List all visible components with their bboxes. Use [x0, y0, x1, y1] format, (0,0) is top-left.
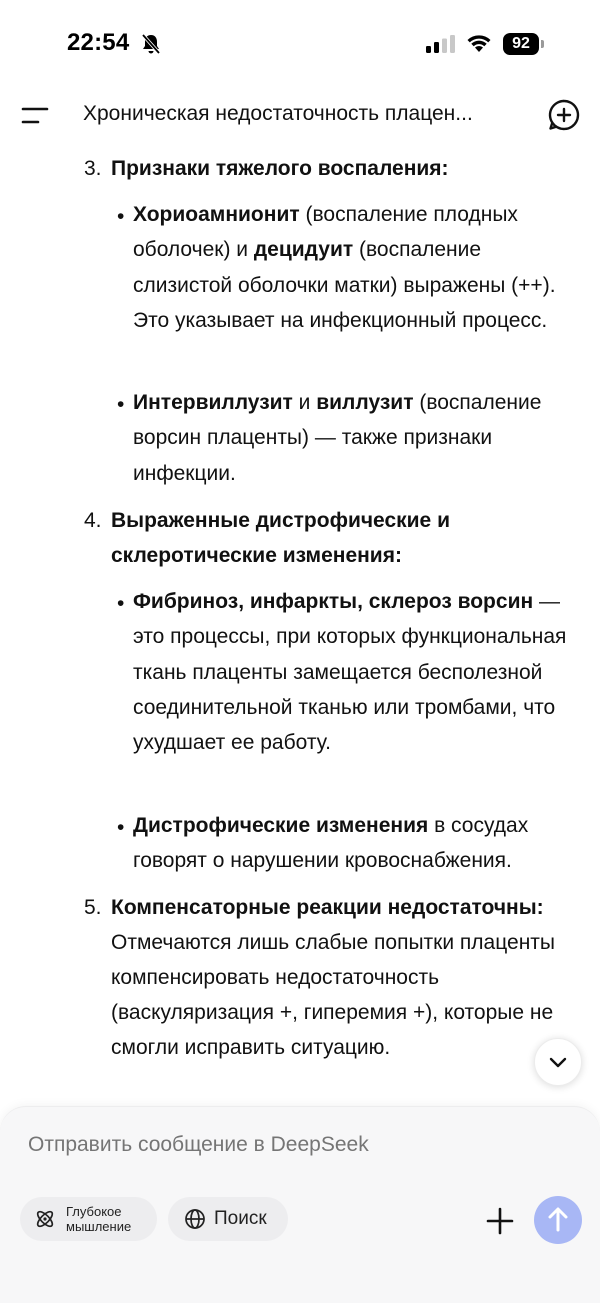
item-text: (воспаление слизистой оболочки матки) выражены (++). Это указывает на инфекционный процесс. [133, 238, 556, 332]
deep-think-label-line2: мышление [66, 1219, 132, 1234]
battery-cap [541, 40, 544, 48]
chat-header [0, 90, 600, 142]
globe-icon [184, 1208, 206, 1230]
arrow-up-icon [534, 1196, 582, 1244]
message-composer [0, 1106, 600, 1303]
search-button[interactable] [168, 1197, 288, 1241]
bullet-marker: • [117, 816, 125, 839]
message-content [0, 142, 600, 1102]
list-item [133, 584, 583, 760]
deep-think-button[interactable] [20, 1197, 157, 1241]
section-title: Компенсаторные реакции недостаточны: [111, 896, 544, 919]
item-text: — это процессы, при которых функциональная ткань плаценты замещается бесполезной соединительной тканью или тромбами, что ухудшает ее работу. [133, 590, 567, 755]
cellular-signal-icon [425, 35, 455, 53]
deep-think-label [66, 1204, 131, 1234]
item-text: (воспаление плодных оболочек) и [133, 203, 518, 262]
list-item [133, 385, 583, 491]
menu-icon[interactable] [18, 100, 52, 130]
silent-bell-icon [141, 33, 161, 55]
atom-icon [34, 1208, 56, 1230]
section-title: Выраженные дистрофические и склеротические изменения: [111, 509, 450, 567]
term: Интервиллузит [133, 391, 293, 414]
bullet-marker: • [117, 205, 125, 228]
term: Дистрофические изменения [133, 814, 429, 837]
battery-indicator [503, 33, 545, 55]
term: виллузит [316, 391, 414, 414]
send-button[interactable] [534, 1196, 582, 1244]
chevron-down-icon [534, 1038, 582, 1086]
bullet-marker: • [117, 393, 125, 416]
bullet-marker: • [117, 592, 125, 615]
deep-think-label-line1: Глубокое [66, 1204, 122, 1219]
status-bar [0, 0, 600, 90]
search-label: Поиск [214, 1208, 267, 1229]
wifi-icon [466, 33, 492, 53]
list-number: 4. [84, 509, 102, 532]
message-input[interactable] [28, 1133, 568, 1157]
list-number: 5. [84, 896, 102, 919]
section-text: Отмечаются лишь слабые попытки плаценты компенсировать недостаточность (васкуляризация +, гиперемия +), которые не смогли исправить ситуацию. [111, 931, 556, 1059]
attach-plus-icon[interactable] [483, 1204, 517, 1238]
item-text: (воспаление ворсин плаценты) — также признаки инфекции. [133, 391, 542, 485]
new-chat-icon[interactable] [547, 98, 581, 132]
chat-title[interactable]: Хроническая недостаточность плацен... [83, 102, 473, 125]
list-item [133, 808, 583, 879]
section-title: Признаки тяжелого воспаления: [111, 157, 449, 180]
scroll-down-button[interactable] [534, 1038, 582, 1086]
term: децидуит [253, 238, 354, 262]
status-time: 22:54 [67, 29, 130, 56]
list-item [133, 197, 583, 338]
item-text: и [292, 391, 317, 414]
term: Фибриноз, инфаркты, склероз ворсин [133, 590, 534, 613]
term: Хориоамнионит [133, 203, 300, 226]
item-text: в сосудах говорят о нарушении кровоснабжения. [133, 814, 529, 873]
list-number: 3. [84, 157, 102, 180]
battery-level: 92 [503, 33, 539, 55]
